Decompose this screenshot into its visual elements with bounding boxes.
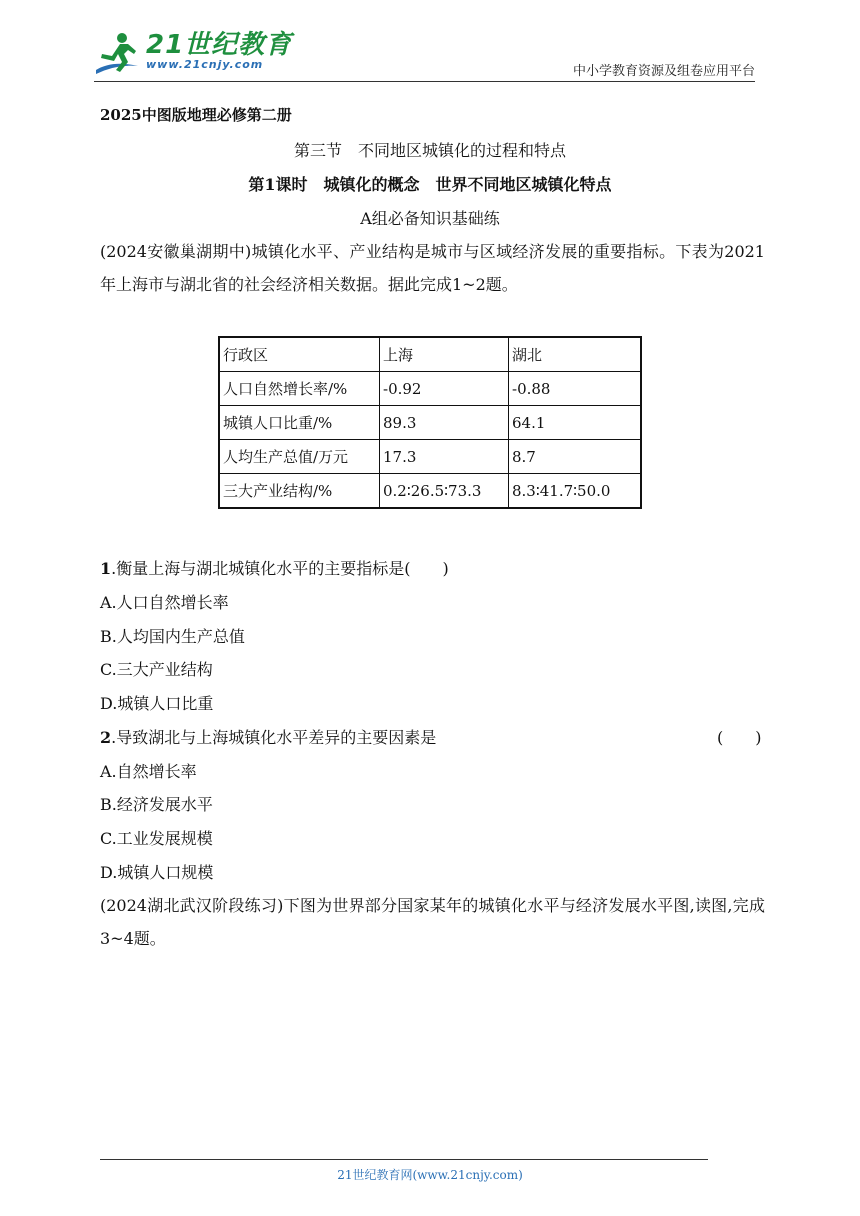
- table-cell: 17.3: [380, 440, 509, 474]
- q2-option-c[interactable]: C.工业发展规模: [100, 829, 213, 848]
- q1-option-d[interactable]: D.城镇人口比重: [100, 694, 214, 713]
- q2-option-b[interactable]: B.经济发展水平: [100, 795, 213, 814]
- question-number: 1: [100, 559, 112, 578]
- table-header-row: [219, 337, 641, 372]
- table-cell: 8.7: [509, 440, 642, 474]
- logo-title: 21世纪教育: [146, 30, 293, 60]
- group-title: A组必备知识基础练: [360, 209, 500, 228]
- table-cell: 8.3∶41.7∶50.0: [509, 474, 642, 509]
- intro-paragraph-1: (2024安徽巢湖期中)城镇化水平、产业结构是城市与区域经济发展的重要指标。下表为2021年上海市与湖北省的社会经济相关数据。据此完成1~2题。: [100, 242, 765, 294]
- q2-option-d[interactable]: D.城镇人口规模: [100, 863, 214, 882]
- table-cell: -0.88: [509, 372, 642, 406]
- question-text: .导致湖北与上海城镇化水平差异的主要因素是: [111, 728, 437, 747]
- economic-data-table: [218, 336, 642, 509]
- question-1-stem: [100, 556, 449, 579]
- header-divider: [94, 81, 755, 82]
- table-cell: 89.3: [380, 406, 509, 440]
- table-cell: 湖北: [509, 337, 642, 372]
- footer-link[interactable]: 21世纪教育网(www.21cnjy.com): [337, 1168, 523, 1182]
- table-cell: 行政区: [219, 337, 380, 372]
- table-row: [219, 372, 641, 406]
- site-logo[interactable]: [92, 30, 292, 80]
- lesson-title: 第1课时 城镇化的概念 世界不同地区城镇化特点: [248, 175, 612, 194]
- runner-logo-icon: [92, 30, 142, 80]
- intro-paragraph-2: (2024湖北武汉阶段练习)下图为世界部分国家某年的城镇化水平与经济发展水平图,读图,完成3~4题。: [100, 896, 765, 948]
- table-row: [219, 440, 641, 474]
- table-cell: 0.2∶26.5∶73.3: [380, 474, 509, 509]
- section-title: 第三节 不同地区城镇化的过程和特点: [293, 141, 566, 160]
- table-row: [219, 474, 641, 509]
- document-title: 2025中图版地理必修第二册: [100, 106, 292, 124]
- table-cell: -0.92: [380, 372, 509, 406]
- logo-url: www.21cnjy.com: [146, 58, 264, 71]
- table-cell: 64.1: [509, 406, 642, 440]
- table-cell: 三大产业结构/%: [219, 474, 380, 509]
- table-cell: 城镇人口比重/%: [219, 406, 380, 440]
- table-cell: 上海: [380, 337, 509, 372]
- table-cell: 人均生产总值/万元: [219, 440, 380, 474]
- q1-option-b[interactable]: B.人均国内生产总值: [100, 627, 245, 646]
- platform-name: 中小学教育资源及组卷应用平台: [572, 64, 755, 79]
- question-text: .衡量上海与湖北城镇化水平的主要指标是( ): [111, 559, 449, 578]
- q1-option-a[interactable]: A.人口自然增长率: [100, 593, 229, 612]
- q2-option-a[interactable]: A.自然增长率: [100, 762, 197, 781]
- q1-option-c[interactable]: C.三大产业结构: [100, 660, 213, 679]
- table-cell: 人口自然增长率/%: [219, 372, 380, 406]
- table-row: [219, 406, 641, 440]
- question-number: 2: [100, 728, 112, 747]
- answer-blank[interactable]: ( ): [717, 728, 762, 747]
- question-2-stem: [100, 725, 436, 748]
- page-header: [0, 0, 860, 90]
- footer-divider: [100, 1159, 708, 1160]
